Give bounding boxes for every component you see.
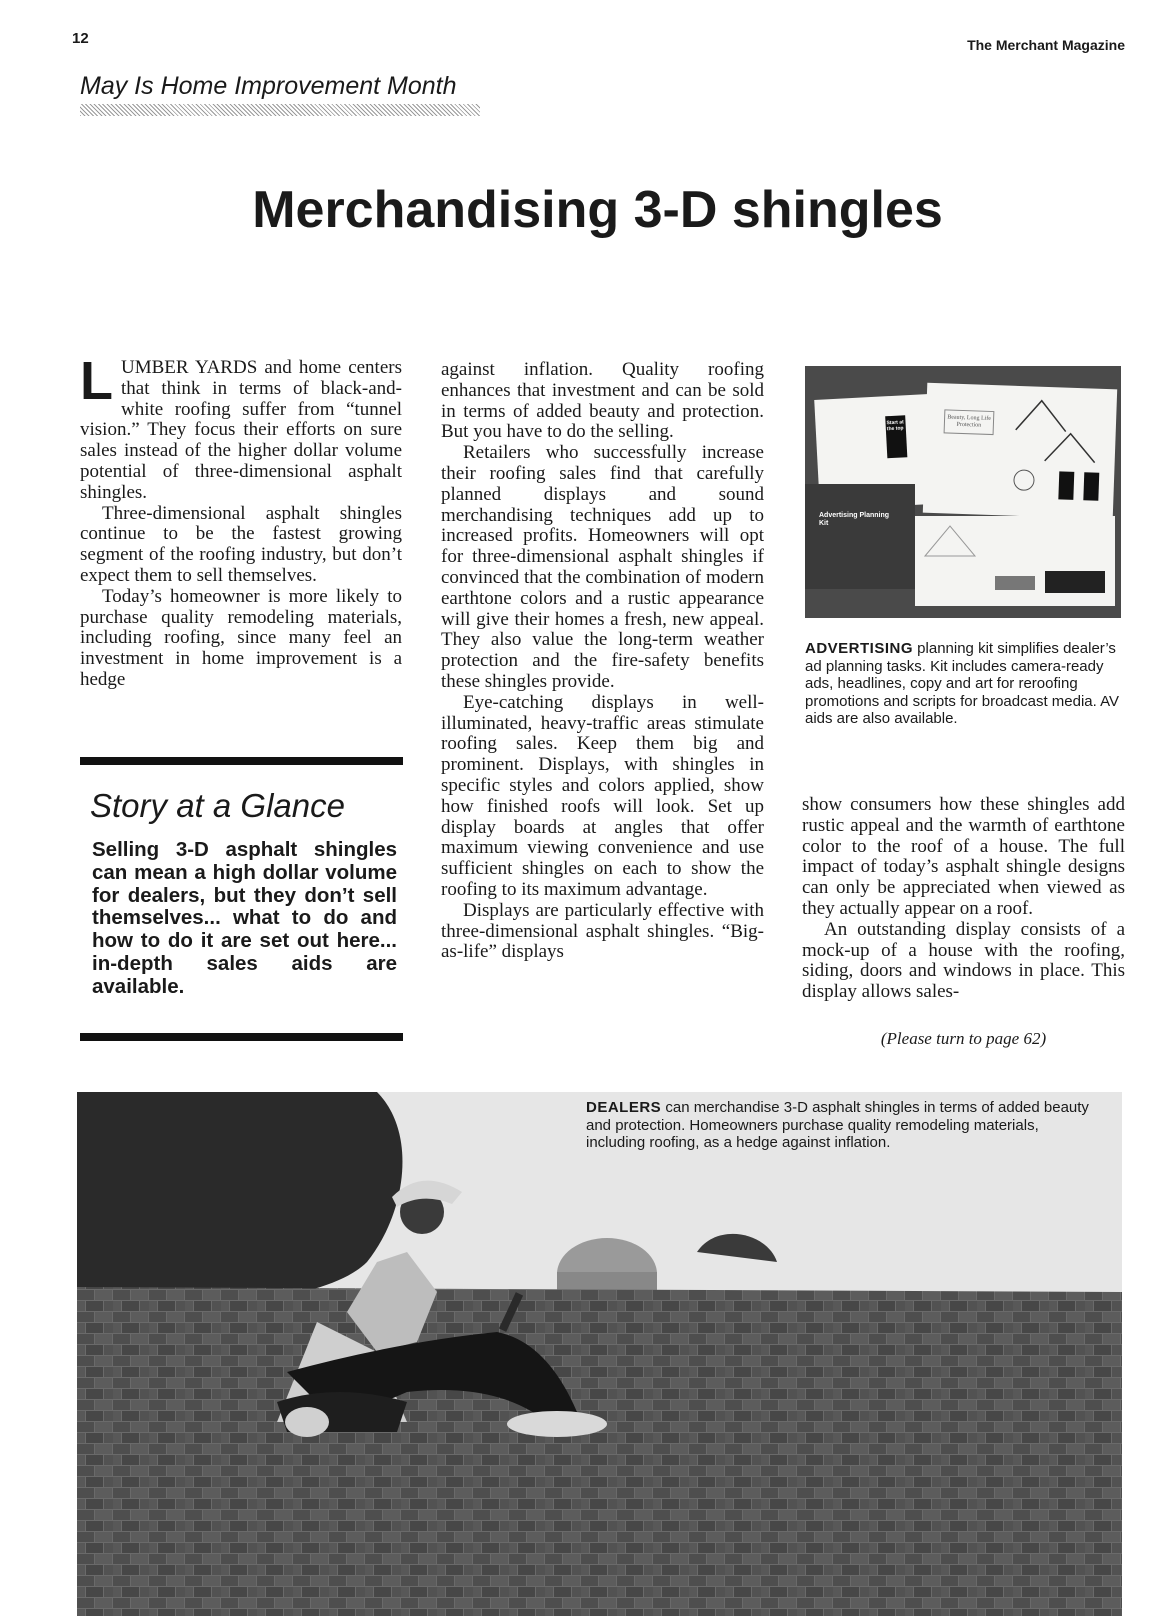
ad-card-text: Start at the top: [886, 419, 904, 433]
caption-lead: DEALERS: [586, 1099, 662, 1116]
story-at-a-glance-box: [80, 757, 403, 1041]
paragraph: Eye-catching displays in well-illuminated, heavy-traffic areas stimulate roofing sales. Keep them big and prominent. Displays, with shingles in specific styles and colors applied, show how finished roofs will look. Set up display boards at angles that offer maximum viewing convenience and use sufficient shingles on each to show the roofing to its maximum advantage.: [441, 691, 764, 900]
paragraph: show consumers how these shingles add rustic appeal and the warmth of earthtone color to the roof of a house. The full impact of today’s asphalt shingle designs can only be appreciated when viewed as they actually appear on a roof.: [802, 794, 1125, 919]
paragraph: Today’s homeowner is more likely to purchase quality remodeling materials, including roofing, since many feel an investment in home improvement is a hedge: [80, 585, 402, 690]
ad-card-text: Beauty, Long Life Protection: [944, 409, 995, 435]
page-number: 12: [72, 30, 89, 47]
glance-top-rule: [80, 757, 403, 765]
glance-text: Selling 3-D asphalt shingles can mean a high dollar volume for dealers, but they don’t sell themselves... what to do and how to do it are set out here... in-depth sales aids are available.: [92, 838, 397, 998]
kit-label: Advertising Planning Kit: [819, 512, 890, 527]
caption-text: planning kit simplifies dealer’s ad planning tasks. Kit includes camera-ready ads, headlines, copy and art for reroofing promotions and scripts for broadcast media. AV aids are also available.: [805, 640, 1120, 727]
drop-cap: L: [80, 351, 113, 411]
ad-sketch-icon: [1003, 390, 1117, 514]
paragraph: Retailers who successfully increase their roofing sales find that carefully planned displays and sound merchandising techniques add up to increased profits. Homeowners will opt for three-dimensional asphalt shingles if convinced that the combination of modern earthtone colors and a rustic appearance will give their homes a fresh, new appeal. They also value the long-term weather protection and the fire-safety benefits these shingles provide.: [441, 442, 764, 692]
article-column-2: [441, 360, 764, 963]
headline: Merchandising 3-D shingles: [252, 181, 943, 239]
ad-card: [915, 516, 1115, 606]
ad-kit-caption: [805, 640, 1125, 728]
roof-scene-illustration: [77, 1092, 1122, 1616]
article-column-1: [80, 351, 402, 691]
caption-lead: ADVERTISING: [805, 640, 914, 657]
glance-title: Story at a Glance: [90, 787, 345, 824]
paragraph: Displays are particularly effective with three-dimensional asphalt shingles. “Big-as-life” displays: [441, 899, 764, 963]
advertising-kit-photo: [805, 366, 1121, 618]
planning-kit-folder: [805, 484, 915, 589]
section-rule: [80, 104, 480, 116]
paragraph-text: UMBER YARDS and home centers that think in terms of black-and-white roofing suffer from “tunnel vision.” They focus their efforts on sure sales instead of the higher dollar volume potential of three-dimensional asphalt shingles.: [80, 357, 402, 503]
magazine-name: The Merchant Magazine: [967, 37, 1125, 53]
continued-notice: (Please turn to page 62): [880, 1029, 1047, 1048]
paragraph: against inflation. Quality roofing enhances that investment and can be sold in terms of added beauty and protection. But you have to do the selling.: [441, 359, 764, 443]
paragraph: [80, 351, 402, 504]
section-label: May Is Home Improvement Month: [80, 72, 457, 100]
article-column-3: [802, 795, 1125, 1003]
ad-card: [923, 383, 1117, 520]
roof-photo-caption: [586, 1099, 1096, 1152]
paragraph: Three-dimensional asphalt shingles continue to be the fastest growing segment of the roofing industry, but don’t expect them to sell themselves.: [80, 502, 402, 586]
glance-bottom-rule: [80, 1033, 403, 1041]
house-display-icon: [915, 516, 1115, 606]
roofer-photo: [77, 1092, 1122, 1616]
paragraph: An outstanding display consists of a mock-up of a house with the roofing, siding, doors and windows in place. This display allows sales-: [802, 918, 1125, 1003]
caption-text: can merchandise 3-D asphalt shingles in terms of added beauty and protection. Homeowners purchase quality remodeling materials, including roofing, as a hedge against inflation.: [586, 1099, 1089, 1151]
